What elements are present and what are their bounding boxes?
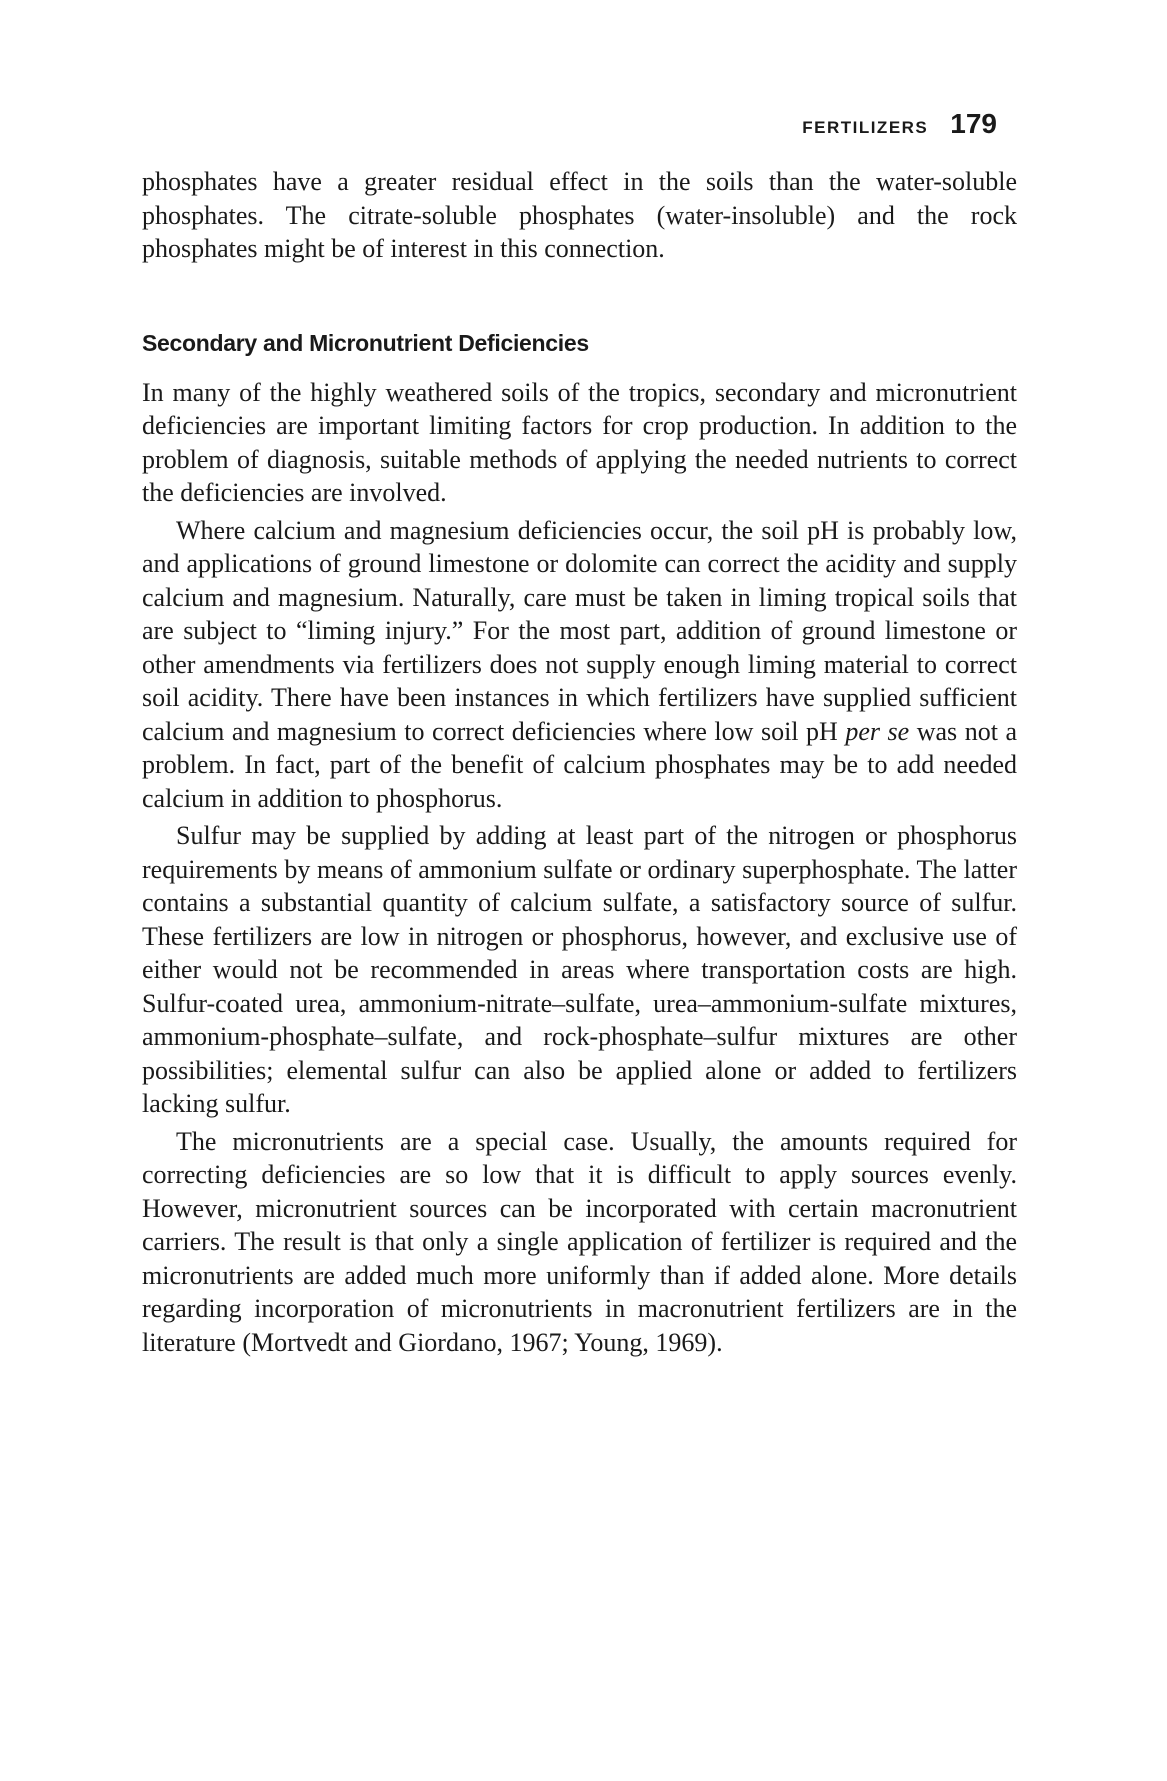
running-head-section: FERTILIZERS: [802, 118, 929, 137]
running-head: [802, 108, 997, 140]
paragraph-calcium-magnesium-part-2: was not a problem. In fact, part of the benefit of calcium phosphates may be to add needed calcium in addition to phosphorus.: [142, 716, 1017, 813]
paragraph-continued: phosphates have a greater residual effect in the soils than the water-soluble phosphates. The citrate-soluble phosphates (water-insoluble) and the rock phosphates might be of interest in this connection.: [142, 167, 1017, 263]
paragraph-calcium-magnesium: [142, 514, 1017, 816]
body-text: [142, 165, 1017, 1359]
page-number: 179: [950, 108, 997, 139]
paragraph-calcium-magnesium-part-1: Where calcium and magnesium deficiencies occur, the soil pH is probably low, and applications of ground limestone or dolomite can correct the acidity and supply calcium and magnesium. Naturally, care must be taken in liming tropical soils that are subject to “liming injury.” For the most part, addition of ground limestone or other amendments via fertilizers does not supply enough liming material to correct soil acidity. There have been instances in which fertilizers have supplied sufficient calcium and magnesium to correct deficiencies where low soil pH: [142, 515, 1017, 746]
paragraph-micronutrients: The micronutrients are a special case. Usually, the amounts required for correcting deficiencies are so low that it is difficult to apply sources evenly. However, micronutrient sources can be incorporated with certain macronutrient carriers. The result is that only a single application of fertilizer is required and the micronutrients are added much more uniformly than if added alone. More details regarding incorporation of micronutrients in macronutrient fertilizers are in the literature (Mortvedt and Giordano, 1967; Young, 1969).: [142, 1126, 1017, 1357]
paragraph-sulfur: Sulfur may be supplied by adding at least part of the nitrogen or phosphorus requirements by means of ammonium sulfate or ordinary superphosphate. The latter contains a substantial quantity of calcium sulfate, a satisfactory source of sulfur. These fertilizers are low in nitrogen or phosphorus, however, and exclusive use of either would not be recommended in areas where transportation costs are high. Sulfur-coated urea, ammonium-nitrate–sulfate, urea–ammonium-sulfate mixtures, ammonium-phosphate–sulfate, and rock-phosphate–sulfur mixtures are other possibilities; elemental sulfur can also be applied alone or added to fertilizers lacking sulfur.: [142, 821, 1017, 1118]
latin-term: per se: [845, 716, 910, 746]
paragraph-intro: In many of the highly weathered soils of the tropics, secondary and micronutrient deficiencies are important limiting factors for crop production. In addition to the problem of diagnosis, suitable methods of applying the needed nutrients to correct the deficiencies are involved.: [142, 377, 1017, 507]
section-heading: Secondary and Micronutrient Deficiencies: [142, 329, 589, 356]
